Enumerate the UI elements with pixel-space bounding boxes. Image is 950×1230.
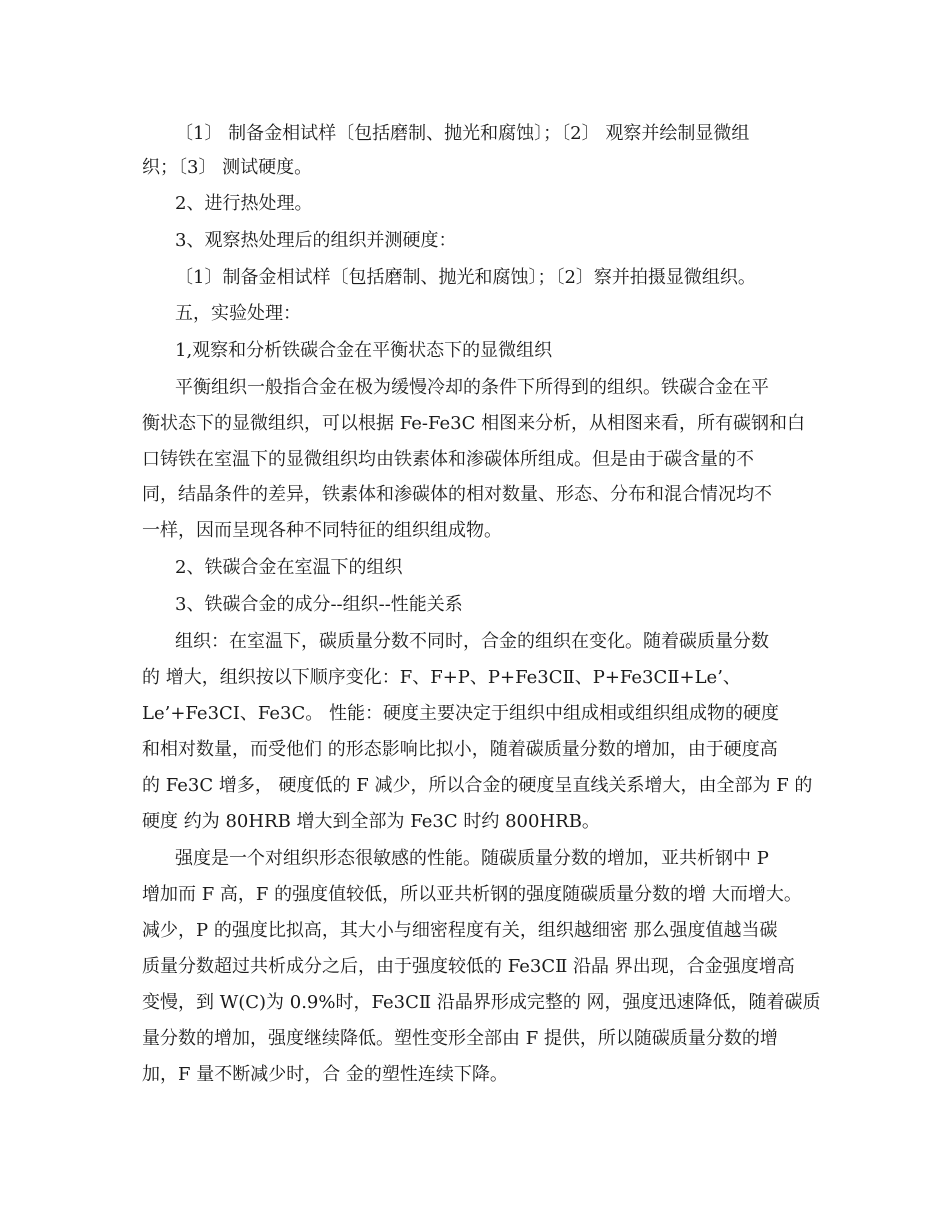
text-line: 同，结晶条件的差异，铁素体和渗碳体的相对数量、形态、分布和混合情况均不 (142, 484, 772, 505)
text-line: 2、进行热处理。 (175, 193, 313, 214)
text-line: 减少，P 的强度比拟高，其大小与细密程度有关，组织越细密 那么强度值越当碳 (142, 920, 778, 941)
text-line: 衡状态下的显微组织，可以根据 Fe-Fe3C 相图来分析，从相图来看，所有碳钢和白 (142, 413, 806, 434)
text-line: 〔1〕 制备金相试样〔包括磨制、抛光和腐蚀〕；〔2〕 观察并绘制显微组 (175, 123, 750, 144)
text-line: 硬度 约为 80HRB 增大到全部为 Fe3C 时约 800HRB。 (142, 811, 600, 832)
text-line: 和相对数量，而受他们 的形态影响比拟小，随着碳质量分数的增加，由于硬度高 (142, 739, 778, 760)
text-line: 量分数的增加，强度继续降低。塑性变形全部由 F 提供，所以随碳质量分数的增 (142, 1028, 778, 1049)
text-line: 口铸铁在室温下的显微组织均由铁素体和渗碳体所组成。但是由于碳含量的不 (142, 449, 754, 470)
text-line: 织；〔3〕 测试硬度。 (142, 157, 313, 178)
text-line: 变慢，到 W(C)为 0.9%时，Fe3CⅡ 沿晶界形成完整的 网，强度迅速降低，随着碳质 (142, 992, 821, 1013)
text-line: 的 增大，组织按以下顺序变化：F、F+P、P+Fe3CⅡ、P+Fe3CⅡ+Le’、 (142, 667, 741, 688)
text-line: 3、观察热处理后的组织并测硬度： (175, 230, 457, 251)
text-line: 一样，因而呈现各种不同特征的组织组成物。 (142, 520, 502, 541)
text-line: 的 Fe3C 增多， 硬度低的 F 减少，所以合金的硬度呈直线关系增大，由全部为 F 的 (142, 775, 813, 796)
text-line: 质量分数超过共析成分之后，由于强度较低的 Fe3CⅡ 沿晶 界出现，合金强度增高 (142, 956, 795, 977)
text-line: 增加而 F 高，F 的强度值较低，所以亚共析钢的强度随碳质量分数的增 大而增大。 (142, 884, 802, 905)
text-line: 平衡组织一般指合金在极为缓慢冷却的条件下所得到的组织。铁碳合金在平 (175, 377, 769, 398)
text-line: 组织：在室温下，碳质量分数不同时，合金的组织在变化。随着碳质量分数 (175, 631, 769, 652)
text-line: 〔1〕制备金相试样〔包括磨制、抛光和腐蚀〕；〔2〕察并拍摄显微组织。 (175, 267, 756, 288)
text-line: 3、铁碳合金的成分--组织--性能关系 (175, 594, 463, 615)
text-line: 1,观察和分析铁碳合金在平衡状态下的显微组织 (175, 340, 553, 361)
text-line: Le’+Fe3CⅠ、Fe3C。 性能：硬度主要决定于组织中组成相或组织组成物的硬度 (142, 703, 780, 724)
section-heading: 五，实验处理： (175, 303, 301, 324)
text-line: 加，F 量不断减少时，合 金的塑性连续下降。 (142, 1064, 508, 1085)
text-line: 2、铁碳合金在室温下的组织 (175, 557, 403, 578)
text-line: 强度是一个对组织形态很敏感的性能。随碳质量分数的增加，亚共析钢中 P (175, 848, 769, 869)
